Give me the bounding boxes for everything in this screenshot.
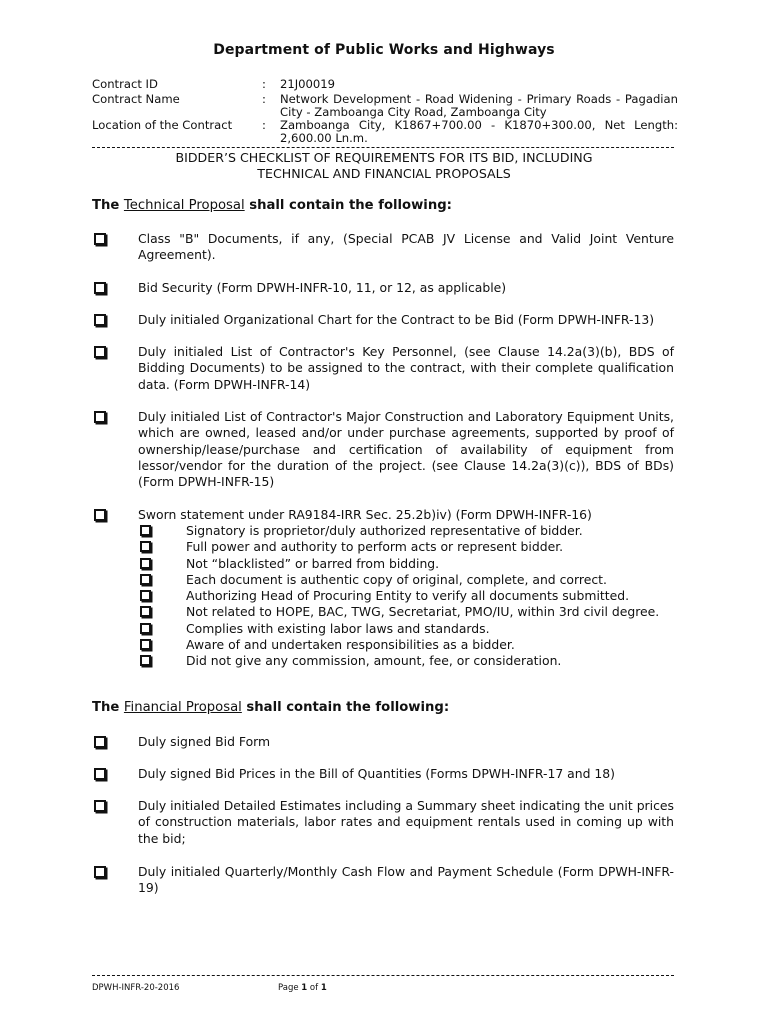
colon: : bbox=[262, 77, 266, 91]
checkbox-icon bbox=[140, 574, 151, 585]
checkbox-icon bbox=[94, 282, 106, 294]
footer-page-number: Page 1 of 1 bbox=[278, 983, 327, 993]
document-title: Department of Public Works and Highways bbox=[213, 42, 555, 58]
financial-item: Duly initialed Detailed Estimates including a Summary sheet indicating the unit prices of construction materials, labor rates and equipment rentals used in coming up with the bid; bbox=[92, 798, 674, 847]
sworn-subitem: Did not give any commission, amount, fee, or consideration. bbox=[138, 653, 678, 669]
checkbox-icon bbox=[140, 639, 151, 650]
checkbox-icon bbox=[140, 525, 151, 536]
sworn-subitem: Aware of and undertaken responsibilities as a bidder. bbox=[138, 637, 678, 653]
checkbox-icon bbox=[94, 346, 106, 358]
checkbox-icon bbox=[94, 233, 106, 245]
technical-item: Class "B" Documents, if any, (Special PCAB JV License and Valid Joint Venture Agreement). bbox=[92, 231, 674, 264]
checklist-title-line1: BIDDER’S CHECKLIST OF REQUIREMENTS FOR ITS BID, INCLUDING bbox=[175, 150, 593, 165]
colon: : bbox=[262, 92, 266, 106]
checklist-title bbox=[0, 150, 768, 182]
header-divider bbox=[92, 147, 674, 148]
sworn-subitem: Not “blacklisted” or barred from bidding. bbox=[138, 556, 678, 572]
contract-name-label: Contract Name bbox=[92, 92, 180, 106]
contract-id-value: 21J00019 bbox=[280, 77, 336, 91]
financial-item: Duly signed Bid Form bbox=[92, 734, 674, 750]
colon: : bbox=[262, 118, 266, 132]
technical-item: Bid Security (Form DPWH-INFR-10, 11, or 12, as applicable) bbox=[92, 280, 674, 296]
checkbox-icon bbox=[140, 606, 151, 617]
checkbox-icon bbox=[94, 509, 106, 521]
checkbox-icon bbox=[94, 800, 106, 812]
checkbox-icon bbox=[140, 558, 151, 569]
footer-divider bbox=[92, 975, 674, 976]
technical-proposal-emph: Technical Proposal bbox=[123, 198, 245, 213]
sworn-subitem: Authorizing Head of Procuring Entity to verify all documents submitted. bbox=[138, 588, 678, 604]
technical-item: Duly initialed Organizational Chart for the Contract to be Bid (Form DPWH-INFR-13) bbox=[92, 312, 674, 328]
checkbox-icon bbox=[94, 736, 106, 748]
financial-item: Duly initialed Quarterly/Monthly Cash Flow and Payment Schedule (Form DPWH-INFR- 19) bbox=[92, 864, 674, 897]
technical-item: Duly initialed List of Contractor's Major Construction and Laboratory Equipment Units, which are owned, leased and/or under purchase agreements, supported by proof of ownership/lease/purchase and certification of availability of equipment from lessor/vendor for the duration of the project. (see Clause 14.2a(3)(c)), BDS of BDs) (Form DPWH-INFR-15) bbox=[92, 409, 674, 490]
financial-proposal-emph: Financial Proposal bbox=[123, 700, 242, 715]
checkbox-icon bbox=[94, 314, 106, 326]
sworn-subitem: Complies with existing labor laws and standards. bbox=[138, 621, 678, 637]
financial-item: Duly signed Bid Prices in the Bill of Quantities (Forms DPWH-INFR-17 and 18) bbox=[92, 766, 674, 782]
sworn-subitem: Signatory is proprietor/duly authorized representative of bidder. bbox=[138, 523, 678, 539]
sworn-subitem: Full power and authority to perform acts or represent bidder. bbox=[138, 539, 678, 555]
checkbox-icon bbox=[140, 541, 151, 552]
technical-item: Duly initialed List of Contractor's Key Personnel, (see Clause 14.2a(3)(b), BDS of Bidding Documents) to be assigned to the contract, with their complete qualification data. (Form DPWH-INFR-14) bbox=[92, 344, 674, 393]
footer-form-code: DPWH-INFR-20-2016 bbox=[92, 983, 180, 993]
sworn-subitem: Each document is authentic copy of original, complete, and correct. bbox=[138, 572, 678, 588]
technical-item-sworn-statement: Sworn statement under RA9184-IRR Sec. 25.2b)iv) (Form DPWH-INFR-16) bbox=[92, 507, 674, 523]
contract-name-value: Network Development - Road Widening - Primary Roads - Pagadian City - Zamboanga City Road, Zamboanga City bbox=[280, 92, 678, 119]
technical-section-heading: The Technical Proposal shall contain the following: bbox=[92, 198, 452, 213]
financial-section-heading: The Financial Proposal shall contain the following: bbox=[92, 700, 450, 715]
checkbox-icon bbox=[94, 768, 106, 780]
checkbox-icon bbox=[94, 411, 106, 423]
sworn-subitem: Not related to HOPE, BAC, TWG, Secretariat, PMO/IU, within 3rd civil degree. bbox=[138, 604, 678, 620]
checkbox-icon bbox=[140, 655, 151, 666]
contract-id-label: Contract ID bbox=[92, 77, 158, 91]
checkbox-icon bbox=[94, 866, 106, 878]
checkbox-icon bbox=[140, 590, 151, 601]
checklist-title-line2: TECHNICAL AND FINANCIAL PROPOSALS bbox=[257, 166, 511, 181]
checkbox-icon bbox=[140, 623, 151, 634]
contract-location-label: Location of the Contract bbox=[92, 118, 233, 132]
contract-location-value: Zamboanga City, K1867+700.00 - K1870+300.00, Net Length: 2,600.00 Ln.m. bbox=[280, 118, 678, 145]
